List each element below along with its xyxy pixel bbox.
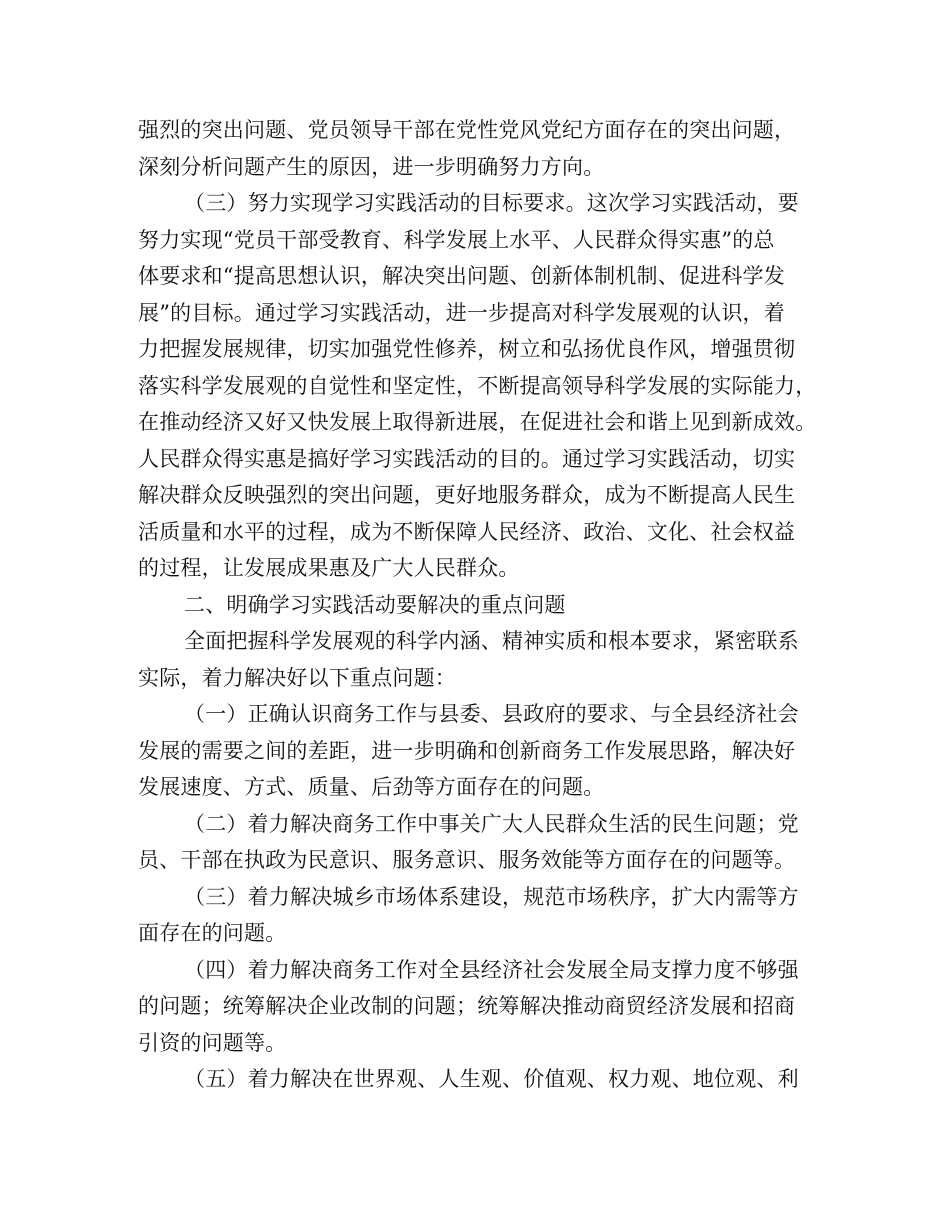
paragraph-line: 员、干部在执政为民意识、服务意识、服务效能等方面存在的问题等。 (138, 848, 796, 872)
paragraph-line: 在推动经济又好又快发展上取得新进展，在促进社会和谐上见到新成效。 (138, 410, 817, 434)
paragraph-line: 发展速度、方式、质量、后劲等方面存在的问题。 (138, 775, 605, 799)
paragraph-line: 落实科学发展观的自觉性和坚定性，不断提高领导科学发展的实际能力， (138, 374, 817, 398)
paragraph-line: 体要求和“提高思想认识，解决突出问题、创新体制机制、促进科学发 (138, 264, 785, 288)
paragraph-line: 活质量和水平的过程，成为不断保障人民经济、政治、文化、社会权益 (138, 520, 796, 544)
paragraph-line: 面存在的问题。 (138, 921, 287, 945)
paragraph-line: （一）正确认识商务工作与县委、县政府的要求、与全县经济社会 (184, 702, 799, 726)
paragraph-line: 人民群众得实惠是搞好学习实践活动的目的。通过学习实践活动，切实 (138, 447, 796, 471)
paragraph-line: 努力实现“党员干部受教育、科学发展上水平、人民群众得实惠”的总 (138, 228, 775, 252)
paragraph-line: 力把握发展规律，切实加强党性修养，树立和弘扬优良作风，增强贯彻 (138, 337, 796, 361)
paragraph-line: （五）着力解决在世界观、人生观、价值观、权力观、地位观、利 (184, 1067, 799, 1091)
paragraph-line: （二）着力解决商务工作中事关广大人民群众生活的民生问题；党 (184, 812, 799, 836)
paragraph-line: 引资的问题等。 (138, 1031, 287, 1055)
paragraph-line: 实际，着力解决好以下重点问题： (138, 666, 456, 690)
paragraph-line: 发展的需要之间的差距，进一步明确和创新商务工作发展思路，解决好 (138, 739, 796, 763)
paragraph-line: 强烈的突出问题、党员领导干部在党性党风党纪方面存在的突出问题， (138, 118, 796, 142)
paragraph-line: 深刻分析问题产生的原因，进一步明确努力方向。 (138, 155, 605, 179)
paragraph-line: （三）努力实现学习实践活动的目标要求。这次学习实践活动，要 (184, 191, 799, 215)
paragraph-line: 的过程，让发展成果惠及广大人民群众。 (138, 556, 520, 580)
paragraph-line: （三）着力解决城乡市场体系建设，规范市场秩序，扩大内需等方 (184, 885, 799, 909)
paragraph-line: 的问题；统筹解决企业改制的问题；统筹解决推动商贸经济发展和招商 (138, 994, 796, 1018)
paragraph-line: 展”的目标。通过学习实践活动，进一步提高对科学发展观的认识，着 (138, 301, 785, 325)
paragraph-line: 全面把握科学发展观的科学内涵、精神实质和根本要求，紧密联系 (184, 629, 799, 653)
section-heading: 二、明确学习实践活动要解决的重点问题 (184, 593, 566, 617)
paragraph-line: 解决群众反映强烈的突出问题，更好地服务群众，成为不断提高人民生 (138, 483, 796, 507)
paragraph-line: （四）着力解决商务工作对全县经济社会发展全局支撑力度不够强 (184, 958, 799, 982)
